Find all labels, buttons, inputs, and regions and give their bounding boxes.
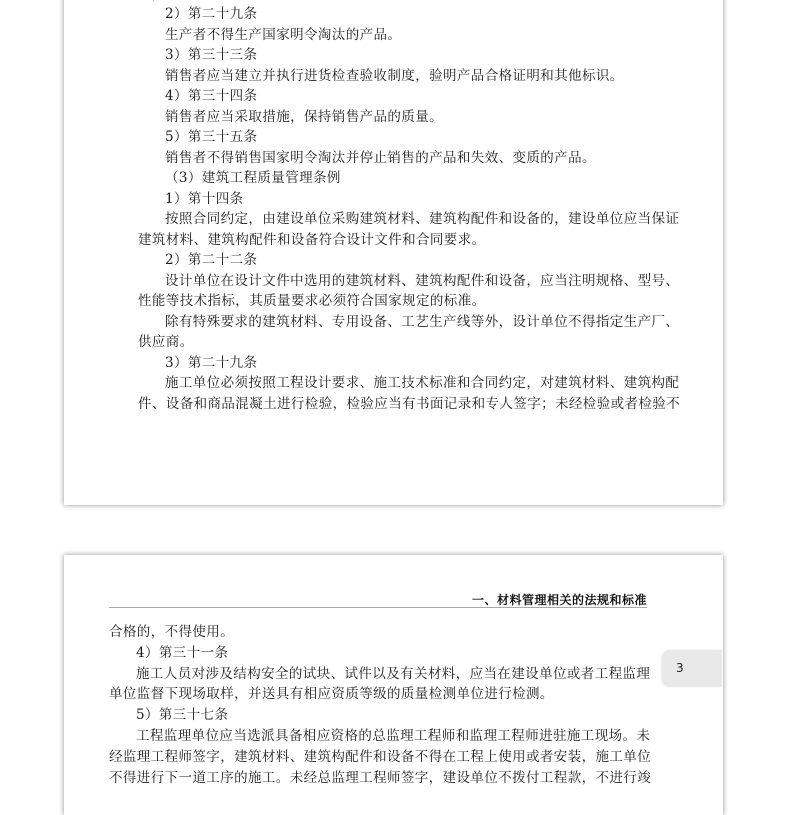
body-text-line: 件、设备和商品混凝土进行检验，检验应当有书面记录和专人签字；未经检验或者检验不 — [138, 395, 681, 412]
body-text-line: （3）建筑工程质量管理条例 — [165, 170, 341, 186]
body-text-line: 工程监理单位应当选派具备相应资格的总监理工程师和监理工程师进驻施工现场。未 — [136, 728, 651, 744]
body-text-line: 销售者应当建立并执行进货检查验收制度，验明产品合格证明和其他标识。 — [165, 67, 624, 84]
page-number-tab[interactable]: 3 — [662, 650, 722, 687]
running-header: 一、材料管理相关的法规和标准 — [471, 593, 647, 607]
body-text-line: 按照合同约定，由建设单位采购建筑材料、建筑构配件和设备的，建设单位应当保证 — [165, 211, 680, 227]
body-text-line: 生产者不得生产国家明令淘汰的产品。 — [165, 26, 402, 43]
body-text-line: 经监理工程师签字，建筑材料、建筑构配件和设备不得在工程上使用或者安装，施工单位 — [109, 748, 652, 765]
body-text-line: 5）第三十七条 — [136, 707, 229, 724]
body-text-line: 销售者不得销售国家明令淘汰并停止销售的产品和失效、变质的产品。 — [165, 149, 596, 166]
body-text-line: 3）第三十三条 — [165, 47, 258, 63]
body-text-line: 供应商。 — [138, 334, 194, 350]
document-page-current — [64, 555, 723, 815]
body-text-line: 2）第二十九条 — [165, 6, 258, 22]
body-text-line: 合格的，不得使用。 — [109, 624, 235, 640]
body-text-line: 1）第十四条 — [165, 190, 244, 207]
body-text-line: 除有特殊要求的建筑材料、专用设备、工艺生产线等外，设计单位不得指定生产厂、 — [165, 313, 680, 330]
body-text-line: 设计单位在设计文件中选用的建筑材料、建筑构配件和设备，应当注明规格、型号、 — [165, 272, 680, 289]
body-text-line: 4）第三十四条 — [165, 88, 258, 104]
body-text-line: 性能等技术指标，其质量要求必须符合国家规定的标准。 — [138, 293, 486, 309]
body-text-line: 5）第三十五条 — [165, 129, 258, 145]
body-text-line: 2）第二十二条 — [165, 252, 258, 268]
body-text-line: 销售者应当采取措施，保持销售产品的质量。 — [165, 108, 443, 125]
body-text-line — [138, 0, 305, 4]
body-text-line: 4）第三十一条 — [136, 644, 229, 661]
body-text-line: 施工单位必须按照工程设计要求、施工技术标准和合同约定，对建筑材料、建筑构配 — [165, 375, 680, 391]
body-text-line: 施工人员对涉及结构安全的试块、试件以及有关材料，应当在建设单位或者工程监理 — [136, 665, 651, 682]
document-page-previous — [64, 0, 723, 505]
body-text-line: 3）第二十九条 — [165, 354, 258, 371]
header-rule — [109, 607, 647, 608]
body-text-line: 不得进行下一道工序的施工。未经总监理工程师签字，建设单位不拨付工程款，不进行竣 — [109, 769, 652, 786]
body-text-line: 建筑材料、建筑构配件和设备符合设计文件和合同要求。 — [138, 231, 486, 248]
body-text-line: 单位监督下现场取样，并送具有相应资质等级的质量检测单位进行检测。 — [109, 686, 554, 703]
